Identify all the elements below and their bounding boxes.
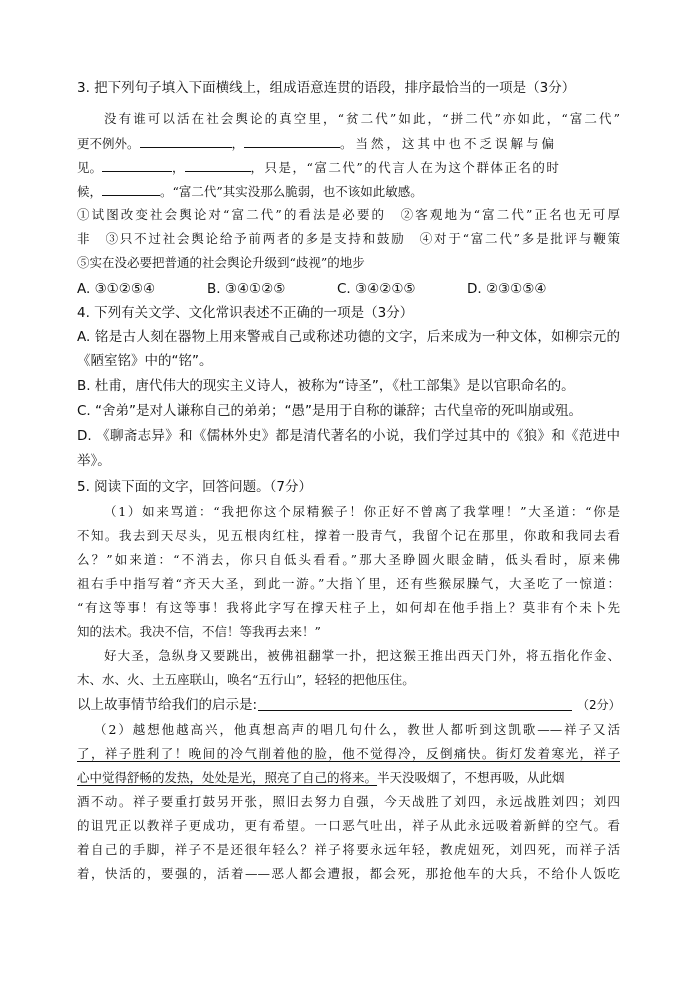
q3-choice-b[interactable]: B. ③④①②⑤: [207, 281, 286, 297]
q3-text: ，: [231, 136, 245, 151]
q3-choice-c[interactable]: C. ③④②①⑤: [337, 281, 416, 297]
q5-passage1-line: 不知。我去到天尽头，见五根肉红柱，撑着一股青气，我留个记在那里，你敢和我同去看: [77, 528, 620, 543]
q5-passage2-underlined: 了，祥子胜利了！晚间的冷气削着他的脸，他不觉得冷，反倒痛快。街灯发着寒光，祥子: [77, 746, 620, 761]
q4-option-d-line1[interactable]: D. 《聊斋志异》和《儒林外史》都是清代著名的小说，我们学过其中的《狼》和《范进中: [77, 428, 620, 444]
q3-para-line1: 没有谁可以活在社会舆论的真空里，“贫二代”如此，“拼二代”亦如此，“富二代”: [104, 111, 620, 126]
q5-passage2-underlined: 心中觉得舒畅的发热，处处是光，照亮了自己的将来。: [77, 770, 378, 785]
q3-blank-1[interactable]: [140, 133, 232, 148]
q3-blank-2[interactable]: [244, 133, 340, 148]
q3-text: 更不例外。: [77, 136, 140, 151]
q3-blank-3[interactable]: [102, 157, 172, 172]
q5-passage1-line: 么？”如来道：“不消去，你只自低头看看。”那大圣睁圆火眼金睛，低头看时，原来佛: [77, 552, 620, 567]
q3-para-line4: [77, 181, 620, 202]
q3-stem: 3. 把下列句子填入下面横线上，组成语意连贯的语段，排序最恰当的一项是（3分）: [77, 80, 576, 96]
q4-option-a-line1[interactable]: A. 铭是古人刻在器物上用来警戒自己或称述功德的文字，后来成为一种文体，如柳宗元的: [77, 329, 620, 345]
q4-stem: 4. 下列有关文学、文化常识表述不正确的一项是（3分）: [77, 305, 414, 321]
q5-passage1-line: 祖右手中指写着“齐天大圣，到此一游。”大指丫里，还有些猴尿臊气，大圣吃了一惊道：: [77, 576, 620, 591]
q3-text: 候，: [77, 184, 103, 199]
q3-choice-a[interactable]: A. ③①②⑤④: [77, 281, 156, 297]
q3-text: 见。: [77, 160, 103, 175]
q3-blank-5[interactable]: [102, 181, 160, 196]
q3-blank-4[interactable]: [185, 157, 251, 172]
q5-inspiration-label: 以上故事情节给我们的启示是:: [77, 697, 258, 713]
q3-option-line1: ①试图改变社会舆论对“富二代”的看法是必要的 ②客观地为“富二代”正名也无可厚: [77, 207, 620, 222]
q5-passage1-line: 木、水、火、土五座联山，唤名“五行山”，轻轻的把他压住。: [77, 672, 415, 687]
q3-text: 。当然，这其中也不乏误解与偏: [340, 136, 558, 151]
q5-stem: 5. 阅读下面的文字，回答问题。（7分）: [77, 479, 313, 495]
q5-passage2-line: [77, 768, 620, 788]
q5-passage2-line: （2）越想他越高兴，他真想高声的唱几句什么，教世人都听到这凯歌——祥子又活: [94, 722, 620, 737]
q3-para-line2: [77, 133, 620, 154]
q5-inspiration-score: （2分）: [577, 698, 621, 712]
q5-passage1-line: 知的法术。我决不信，不信！等我再去来！”: [77, 624, 321, 639]
q3-choice-d[interactable]: D. ②③①⑤④: [467, 281, 547, 297]
q5-passage2-line: 着自己的手脚，祥子不是还很年轻么？祥子将要永远年轻，教虎妞死，刘四死，而祥子活: [77, 842, 620, 857]
q4-option-c[interactable]: C. “舍弟”是对人谦称自己的弟弟；“愚”是用于自称的谦辞；古代皇帝的死叫崩或殂。: [77, 403, 582, 419]
q5-passage1-line: （1）如来骂道：“我把你这个尿精猴子！你正好不曾离了我掌哩！”大圣道：“你是: [104, 504, 620, 519]
q3-text: ，: [172, 160, 185, 175]
q3-text: 。“富二代”其实没那么脆弱，也不该如此敏感。: [160, 184, 423, 199]
q5-passage2-line: 的诅咒正以教祥子更成功，更有希望。一口恶气吐出，祥子从此永远吸着新鲜的空气。看: [77, 818, 620, 833]
q5-passage2-line: 酒不动。祥子要重打鼓另开张，照旧去努力自强，今天战胜了刘四，永远战胜刘四；刘四: [77, 794, 620, 809]
q3-text: ，只是，“富二代”的代言人在为这个群体正名的时: [250, 160, 561, 175]
q4-option-d-line2[interactable]: 举》。: [77, 453, 111, 469]
q3-option-line2: 非 ③只不过社会舆论给予前两者的多是支持和鼓励 ④对于“富二代”多是批评与鞭策: [77, 231, 620, 246]
q5-passage1-line: “有这等事！有这等事！我将此字写在撑天柱子上，如何却在他手指上？莫非有个未卜先: [77, 600, 620, 615]
q3-para-line3: [77, 157, 620, 178]
q5-passage2-line: 着，快活的，要强的，活着——恶人都会遭报，都会死，那抢他车的大兵，不给仆人饭吃: [77, 866, 620, 881]
q5-passage2-text: 半天没吸烟了，不想再吸，从此烟: [377, 770, 565, 785]
q3-option-line3: ⑤实在没必要把普通的社会舆论升级到“歧视”的地步: [77, 255, 365, 270]
q5-inspiration-answer-line[interactable]: [258, 696, 572, 711]
q4-option-a-line2[interactable]: 《陋室铭》中的“铭”。: [77, 353, 213, 369]
q4-option-b[interactable]: B. 杜甫，唐代伟大的现实主义诗人，被称为“诗圣”，《杜工部集》是以官职命名的。: [77, 378, 575, 394]
q5-passage1-line: 好大圣，急纵身又要跳出，被佛祖翻掌一扑，把这猴王推出西天门外，将五指化作金、: [104, 648, 620, 663]
